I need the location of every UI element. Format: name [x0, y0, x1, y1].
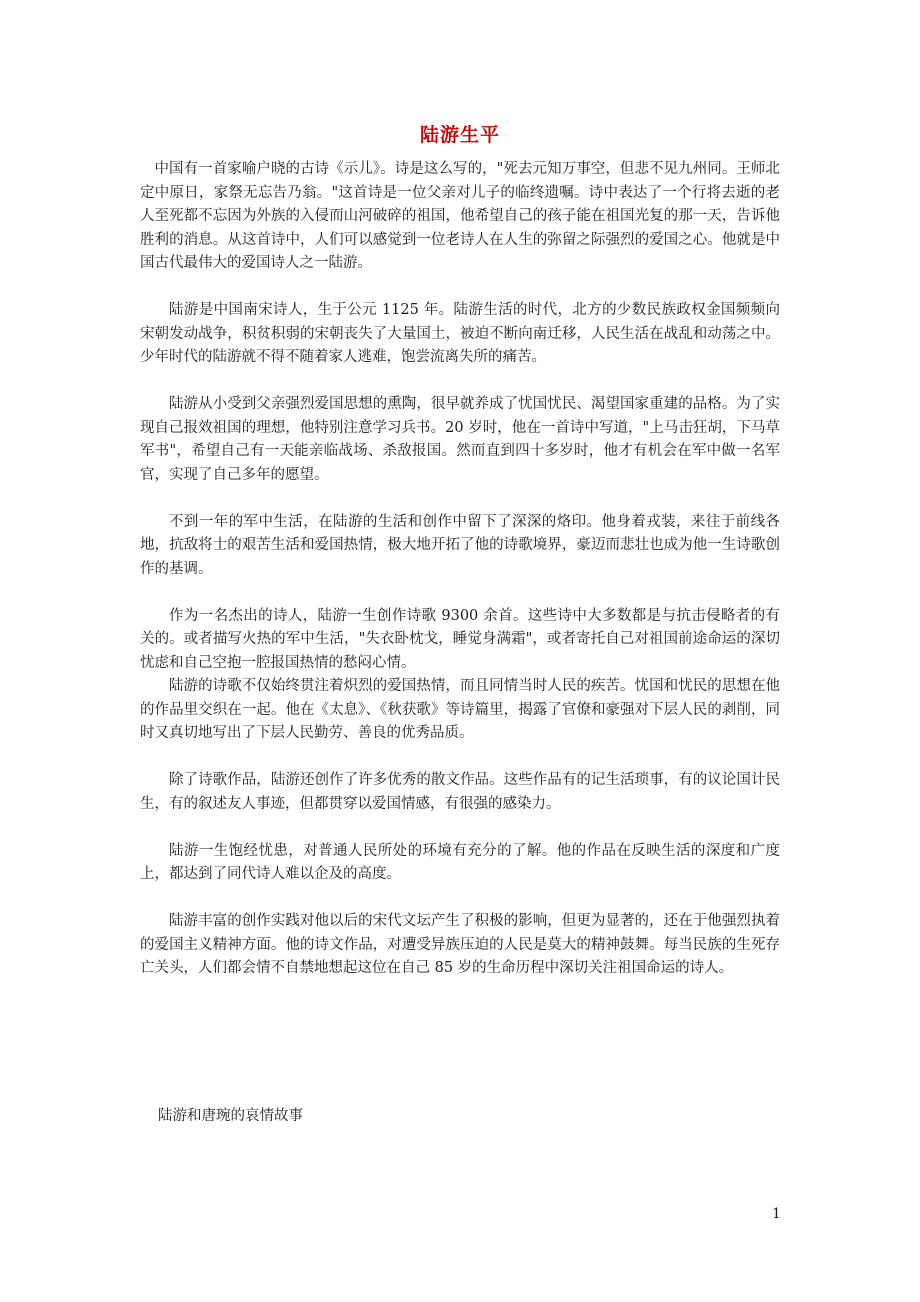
paragraph-9: 陆游丰富的创作实践对他以后的宋代文坛产生了积极的影响，但更为显著的，还在于他强烈执着的爱国主义精神方面。他的诗文作品，对遭受异族压迫的人民是莫大的精神鼓舞。每当民族的生死存亡关头，人们都会情不自禁地想起这位在自己 85 岁的生命历程中深切关注祖国命运的诗人。 — [140, 913, 780, 976]
paragraph-3: 陆游从小受到父亲强烈爱国思想的熏陶，很早就养成了忧国忧民、渴望国家重建的品格。为了实现自己报效祖国的理想，他特别注意学习兵书。20 岁时，他在一首诗中写道，"上马击狂胡，下马草军书"，希望自己有一天能亲临战场、杀敌报国。然而直到四十多岁时，他才有机会在军中做一名军官，实现了自己多年的愿望。 — [140, 396, 780, 483]
paragraph-2: 陆游是中国南宋诗人，生于公元 1125 年。陆游生活的时代，北方的少数民族政权金国频频向宋朝发动战争，积贫积弱的宋朝丧失了大量国土，被迫不断向南迁移，人民生活在战乱和动荡之中。少年时代的陆游就不得不随着家人逃难，饱尝流离失所的痛苦。 — [140, 302, 780, 365]
article-body — [140, 158, 780, 981]
paragraph-8: 陆游一生饱经忧患，对普通人民所处的环境有充分的了解。他的作品在反映生活的深度和广度上，都达到了同代诗人难以企及的高度。 — [140, 842, 780, 882]
paragraph-6: 陆游的诗歌不仅始终贯注着炽烈的爱国热情，而且同情当时人民的疾苦。忧国和忧民的思想在他的作品里交织在一起。他在《太息》、《秋获歌》等诗篇里，揭露了官僚和豪强对下层人民的剥削，同时又真切地写出了下层人民勤劳、善良的优秀品质。 — [140, 678, 780, 741]
paragraph-7: 除了诗歌作品，陆游还创作了许多优秀的散文作品。这些作品有的记生活琐事，有的议论国计民生，有的叙述友人事迹，但都贯穿以爱国情感，有很强的感染力。 — [140, 772, 780, 812]
paragraph-1: 中国有一首家喻户晓的古诗《示儿》。诗是这么写的，"死去元知万事空，但悲不见九州同。王师北定中原日，家祭无忘告乃翁。"这首诗是一位父亲对儿子的临终遗嘱。诗中表达了一个行将去逝的老人至死都不忘因为外族的入侵而山河破碎的祖国，他希望自己的孩子能在祖国光复的那一天，告诉他胜利的消息。从这首诗中，人们可以感觉到一位老诗人在人生的弥留之际强烈的爱国之心。他就是中国古代最伟大的爱国诗人之一陆游。 — [140, 161, 780, 271]
page-title: 陆游生平 — [419, 124, 500, 146]
paragraph-5: 作为一名杰出的诗人，陆游一生创作诗歌 9300 余首。这些诗中大多数都是与抗击侵略者的有关的。或者描写火热的军中生活，"失衣卧枕戈，睡觉身满霜"，或者寄托自己对祖国前途命运的深切忧虑和自己空抱一腔报国热情的愁闷心情。 — [140, 607, 780, 671]
page-number: 1 — [772, 1206, 781, 1222]
section-subheading: 陆游和唐琬的哀情故事 — [158, 1108, 303, 1124]
paragraph-4: 不到一年的军中生活，在陆游的生活和创作中留下了深深的烙印。他身着戎装，来往于前线各地，抗敌将士的艰苦生活和爱国热情，极大地开拓了他的诗歌境界，豪迈而悲壮也成为他一生诗歌创作的基调。 — [140, 513, 780, 577]
